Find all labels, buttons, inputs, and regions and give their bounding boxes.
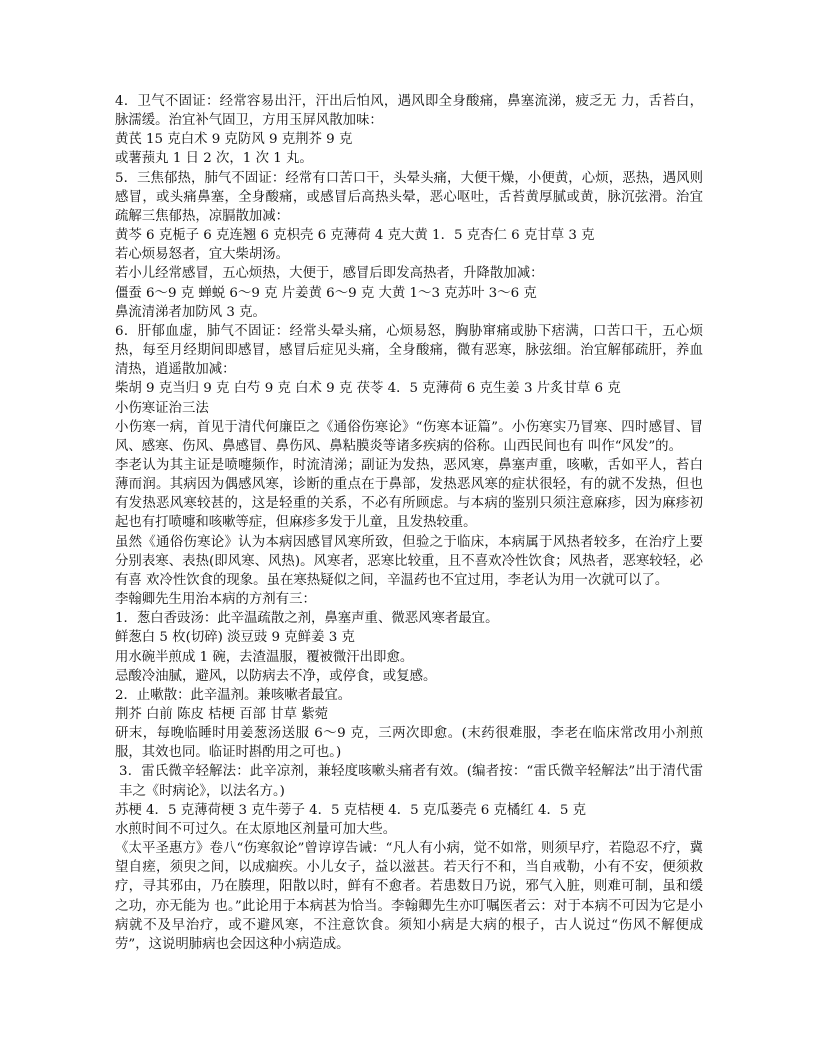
prescription-zhisousan: 荆芥 白前 陈皮 桔梗 百部 甘草 紫菀 <box>115 707 329 722</box>
paragraph-decoction-time: 水煎时间不可过久。在太原地区剂量可加大些。 <box>115 821 397 837</box>
paragraph-diagnosis: 李老认为其主证是喷嚏频作，时流清涕；副证为发热，恶风寒，鼻塞声重，咳嗽，舌如平人，苔白薄而润。其病因为偶感风寒，诊断的重点在于鼻部，发热恶风寒的症状很轻，有的就不发热，但也有发热恶风寒较甚的，这是轻重的关系，不必有所顾虑。与本病的鉴别只须注意麻疹，因为麻疹初起也有打喷嚏和咳嗽等症，但麻疹多发于儿童，且发热较重。 <box>115 457 703 531</box>
paragraph-syndrome-4: 4．卫气不固证：经常容易出汗，汗出后怕风，遇风即全身酸痛，鼻塞流涕，疲乏无 力，舌苔白，脉濡缓。治宜补气固卫，方用玉屏风散加味： <box>115 94 703 129</box>
paragraph-intro: 小伤寒一病，首见于清代何廉臣之《通俗伤寒论》“伤寒本证篇”。小伤寒实乃冒寒、四时感冒、冒风、感寒、伤风、鼻感冒、鼻伤风、鼻粘膜炎等诸多疾病的俗称。山西民间也有 叫作“风发”的。 <box>115 419 703 454</box>
paragraph-decoction: 用水碗半煎成 1 碗，去渣温服，覆被微汗出即愈。 <box>115 649 414 665</box>
paragraph-formula-1: 1．葱白香豉汤：此辛温疏散之剂，鼻塞声重、微恶风寒者最宜。 <box>115 611 499 627</box>
section-heading: 小伤寒证治三法 <box>115 400 209 416</box>
paragraph-formulas-intro: 李翰卿先生用治本病的方剂有三： <box>115 592 316 608</box>
prescription-yupingfeng: 黄芪 15 克白术 9 克防风 9 克荆芥 9 克 <box>115 132 353 148</box>
paragraph-shuyu-pill: 或薯蓣丸 1 日 2 次，1 次 1 丸。 <box>115 151 313 167</box>
paragraph-syndrome-6: 6．肝郁血虚，肺气不固证：经常头晕头痛，心烦易怒，胸胁窜痛或胁下痞满，口苦口干，五心烦热，每至月经期间即感冒，感冒后症见头痛，全身酸痛，微有恶寒，脉弦细。治宜解郁疏肝，养血清热，逍遥散加减： <box>115 323 703 378</box>
paragraph-fangfeng: 鼻流清涕者加防风 3 克。 <box>115 304 266 320</box>
prescription-leishi: 苏梗 4．5 克薄荷梗 3 克牛蒡子 4．5 克桔梗 4．5 克瓜蒌壳 6 克橘红 4．5 克 <box>115 802 587 818</box>
paragraph-syndrome-5: 5．三焦郁热，肺气不固证：经常有口苦口干，头晕头痛，大便干燥，小便黄，心烦，恶热，遇风则感冒，或头痛鼻塞，全身酸痛，或感冒后高热头晕，恶心呕吐，舌苔黄厚腻或黄，脉沉弦滑。治宜疏解三焦郁热，凉膈散加减： <box>115 170 703 224</box>
document-page <box>115 92 703 954</box>
paragraph-treatment: 虽然《通俗伤寒论》认为本病因感冒风寒所致，但验之于临床，本病属于风热者较多，在治疗上要分别表寒、表热(即风寒、风热)。风寒者，恶寒比较重，且不喜欢冷性饮食；风热者，恶寒较轻，必有喜 欢冷性饮食的现象。虽在寒热疑似之间，辛温药也不宜过用，李老认为用一次就可以了。 <box>115 534 703 588</box>
prescription-lianggesan: 黄芩 6 克栀子 6 克连翘 6 克枳壳 6 克薄荷 4 克大黄 1．5 克杏仁 6 克甘草 3 克 <box>115 228 595 244</box>
paragraph-contraindications: 忌酸冷油腻，避风，以防病去不净，或停食，或复感。 <box>115 668 437 684</box>
prescription-xiaoyaosan: 柴胡 9 克当归 9 克 白芍 9 克 白术 9 克 茯苓 4．5 克薄荷 6 克生姜 3 片炙甘草 6 克 <box>115 381 621 397</box>
paragraph-formula-2: 2．止嗽散：此辛温剂。兼咳嗽者最宜。 <box>115 687 352 703</box>
prescription-congbai: 鲜葱白 5 枚(切碎) 淡豆豉 9 克鲜姜 3 克 <box>115 630 355 646</box>
paragraph-powder-usage: 研末，每晚临睡时用姜葱汤送服 6～9 克，三两次即愈。(末药很难服，李老在临床常改用小剂煎服，其效也同。临证时斟酌用之可也。) <box>115 726 703 761</box>
paragraph-dachaihu: 若心烦易怒者，宜大柴胡汤。 <box>115 247 290 263</box>
paragraph-children: 若小儿经常感冒，五心烦热，大便于，感冒后即发高热者，升降散加减： <box>115 266 544 282</box>
prescription-shengjiangsan: 僵蚕 6～9 克 蝉蜕 6～9 克 片姜黄 6～9 克 大黄 1～3 克苏叶 3～6 克 <box>115 285 537 301</box>
paragraph-taiping: 《太平圣惠方》卷八“伤寒叙论”曾谆谆告诫：“凡人有小病，觉不如常，则须早疗，若隐忍不疗，冀望自瘥，须臾之间，以成痼疾。小儿女子，益以滋甚。若天行不和，当自戒勒，小有不安，便须救疗，寻其邪由，乃在腠理，阳散以时，鲜有不愈者。若患数日乃说，邪气入脏，则难可制，虽和缓之功，亦无能为 也。”此论用于本病甚为恰当。李翰卿先生亦叮嘱医者云：对于本病不可因为它是小病就不及早治疗，或不避风寒，不注意饮食。须知小病是大病的根子，古人说过“伤风不解便成劳”，这说明肺病也会因这种小病造成。 <box>115 841 703 952</box>
paragraph-formula-3: 3．雷氏微辛轻解法：此辛凉剂，兼轻度咳嗽头痛者有效。(编者按：“雷氏微辛轻解法”出于清代雷丰之《时病论》，以法名方。) <box>119 764 703 799</box>
